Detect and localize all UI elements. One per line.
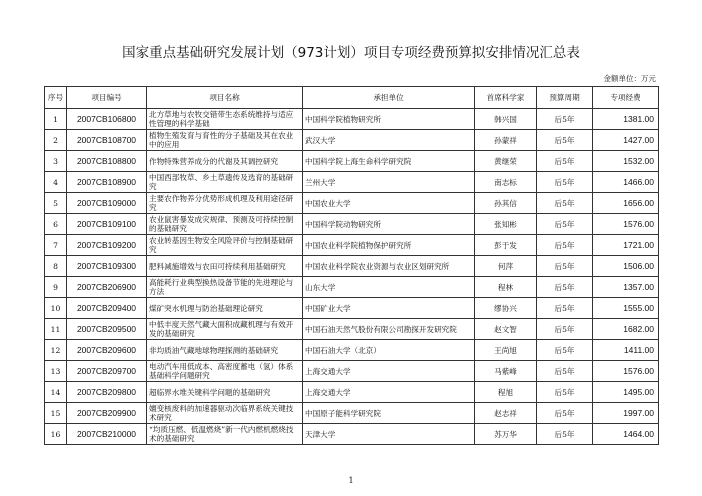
budget-amount: 1721.00	[593, 235, 659, 256]
row-index: 11	[45, 319, 67, 340]
budget-amount: 1495.00	[593, 382, 659, 403]
project-code: 2007CB210000	[67, 424, 147, 445]
project-name: “均质压燃、低温燃烧”新一代内燃机燃烧技术的基础研究	[147, 424, 303, 445]
institution: 中国科学院上海生命科学研究院	[303, 151, 475, 172]
budget-amount: 1576.00	[593, 361, 659, 382]
row-index: 12	[45, 340, 67, 361]
table-row	[45, 235, 659, 256]
project-name: 煤矿突水机理与防治基础理论研究	[147, 298, 303, 319]
table-row	[45, 109, 659, 130]
budget-table	[44, 86, 659, 445]
chief-scientist: 赵志祥	[475, 403, 537, 424]
project-code: 2007CB108900	[67, 172, 147, 193]
budget-amount: 1997.00	[593, 403, 659, 424]
table-row	[45, 403, 659, 424]
budget-period: 后5年	[537, 403, 593, 424]
institution: 中国石油大学（北京）	[303, 340, 475, 361]
project-name: 植物生殖发育与育性的分子基础及其在农业中的应用	[147, 130, 303, 151]
budget-period: 后5年	[537, 298, 593, 319]
project-name: 中低丰度天然气藏大面积成藏机理与有效开发的基础研究	[147, 319, 303, 340]
row-index: 6	[45, 214, 67, 235]
chief-scientist: 缪协兴	[475, 298, 537, 319]
table-row	[45, 298, 659, 319]
chief-scientist: 彭于发	[475, 235, 537, 256]
institution: 天津大学	[303, 424, 475, 445]
project-name: 农业鼠害暴发成灾规律、预测及可持续控制的基础研究	[147, 214, 303, 235]
table-row	[45, 172, 659, 193]
chief-scientist: 黄继荣	[475, 151, 537, 172]
budget-amount: 1532.00	[593, 151, 659, 172]
table-row	[45, 340, 659, 361]
institution: 中国矿业大学	[303, 298, 475, 319]
project-code: 2007CB209400	[67, 298, 147, 319]
budget-amount: 1506.00	[593, 256, 659, 277]
table-header-row	[45, 87, 659, 109]
project-name: 肥料减施增效与农田可持续利用基础研究	[147, 256, 303, 277]
chief-scientist: 孙蒙祥	[475, 130, 537, 151]
table-row	[45, 277, 659, 298]
row-index: 3	[45, 151, 67, 172]
header-index: 序号	[45, 87, 67, 109]
project-name: 非均质油气藏地球物理探测的基础研究	[147, 340, 303, 361]
institution: 兰州大学	[303, 172, 475, 193]
budget-period: 后5年	[537, 256, 593, 277]
project-name: 主要农作物养分优势形成机理及利用途径研究	[147, 193, 303, 214]
row-index: 7	[45, 235, 67, 256]
project-code: 2007CB209600	[67, 340, 147, 361]
budget-amount: 1357.00	[593, 277, 659, 298]
budget-period: 后5年	[537, 193, 593, 214]
project-code: 2007CB209900	[67, 403, 147, 424]
budget-period: 后5年	[537, 214, 593, 235]
project-code: 2007CB108800	[67, 151, 147, 172]
table-row	[45, 361, 659, 382]
budget-amount: 1682.00	[593, 319, 659, 340]
project-code: 2007CB109000	[67, 193, 147, 214]
table-row	[45, 193, 659, 214]
institution: 中国科学院植物研究所	[303, 109, 475, 130]
page-number: 1	[348, 476, 354, 485]
budget-amount: 1576.00	[593, 214, 659, 235]
project-name: 农业转基因生物安全风险评价与控制基础研究	[147, 235, 303, 256]
table-row	[45, 319, 659, 340]
budget-period: 后5年	[537, 109, 593, 130]
institution: 中国农业科学院农业资源与农业区划研究所	[303, 256, 475, 277]
chief-scientist: 韩兴国	[475, 109, 537, 130]
institution: 中国农业大学	[303, 193, 475, 214]
row-index: 9	[45, 277, 67, 298]
chief-scientist: 张知彬	[475, 214, 537, 235]
header-period: 预算周期	[537, 87, 593, 109]
budget-period: 后5年	[537, 424, 593, 445]
row-index: 10	[45, 298, 67, 319]
table-body	[45, 109, 659, 445]
row-index: 16	[45, 424, 67, 445]
project-code: 2007CB209800	[67, 382, 147, 403]
row-index: 5	[45, 193, 67, 214]
project-code: 2007CB109200	[67, 235, 147, 256]
project-name: 电动汽车用低成本、高密度蓄电（氢）体系基础科学问题研究	[147, 361, 303, 382]
budget-amount: 1381.00	[593, 109, 659, 130]
document-title: 国家重点基础研究发展计划（973计划）项目专项经费预算拟安排情况汇总表	[122, 45, 580, 61]
header-scientist: 首席科学家	[475, 87, 537, 109]
budget-amount: 1427.00	[593, 130, 659, 151]
budget-period: 后5年	[537, 361, 593, 382]
table-row	[45, 256, 659, 277]
chief-scientist: 孙其信	[475, 193, 537, 214]
table-row	[45, 151, 659, 172]
chief-scientist: 南志标	[475, 172, 537, 193]
institution: 中国科学院动物研究所	[303, 214, 475, 235]
header-amount: 专项经费	[593, 87, 659, 109]
project-code: 2007CB206900	[67, 277, 147, 298]
chief-scientist: 王尚旭	[475, 340, 537, 361]
project-code: 2007CB108700	[67, 130, 147, 151]
unit-note: 金额单位：万元	[603, 74, 656, 83]
project-name: 高能耗行业典型换热设备节能的先进理论与方法	[147, 277, 303, 298]
header-name: 项目名称	[147, 87, 303, 109]
table-row	[45, 424, 659, 445]
project-name: 中国西部牧草、乡土草遗传及选育的基础研究	[147, 172, 303, 193]
table-row	[45, 382, 659, 403]
institution: 山东大学	[303, 277, 475, 298]
budget-period: 后5年	[537, 130, 593, 151]
row-index: 4	[45, 172, 67, 193]
chief-scientist: 苏万华	[475, 424, 537, 445]
budget-amount: 1555.00	[593, 298, 659, 319]
budget-amount: 1464.00	[593, 424, 659, 445]
table-row	[45, 214, 659, 235]
institution: 中国石油天然气股份有限公司勘探开发研究院	[303, 319, 475, 340]
budget-amount: 1466.00	[593, 172, 659, 193]
chief-scientist: 程旭	[475, 382, 537, 403]
header-code: 项目编号	[67, 87, 147, 109]
row-index: 15	[45, 403, 67, 424]
project-code: 2007CB109100	[67, 214, 147, 235]
project-name: 嬗变核废料的加速器驱动次临界系统关键技术研究	[147, 403, 303, 424]
budget-period: 后5年	[537, 172, 593, 193]
project-code: 2007CB109300	[67, 256, 147, 277]
institution: 上海交通大学	[303, 382, 475, 403]
project-code: 2007CB209500	[67, 319, 147, 340]
row-index: 14	[45, 382, 67, 403]
chief-scientist: 程林	[475, 277, 537, 298]
row-index: 13	[45, 361, 67, 382]
chief-scientist: 马紫峰	[475, 361, 537, 382]
budget-period: 后5年	[537, 235, 593, 256]
row-index: 1	[45, 109, 67, 130]
budget-period: 后5年	[537, 340, 593, 361]
budget-amount: 1411.00	[593, 340, 659, 361]
row-index: 2	[45, 130, 67, 151]
project-code: 2007CB106800	[67, 109, 147, 130]
project-name: 超临界水堆关键科学问题的基础研究	[147, 382, 303, 403]
table-row	[45, 130, 659, 151]
project-code: 2007CB209700	[67, 361, 147, 382]
budget-period: 后5年	[537, 319, 593, 340]
row-index: 8	[45, 256, 67, 277]
institution: 上海交通大学	[303, 361, 475, 382]
chief-scientist: 赵文智	[475, 319, 537, 340]
project-name: 北方草地与农牧交错带生态系统维持与适应性管理的科学基础	[147, 109, 303, 130]
header-unit: 承担单位	[303, 87, 475, 109]
project-name: 作物特殊营养成分的代谢及其调控研究	[147, 151, 303, 172]
budget-amount: 1656.00	[593, 193, 659, 214]
chief-scientist: 何萍	[475, 256, 537, 277]
budget-period: 后5年	[537, 277, 593, 298]
institution: 武汉大学	[303, 130, 475, 151]
budget-period: 后5年	[537, 151, 593, 172]
budget-period: 后5年	[537, 382, 593, 403]
institution: 中国农业科学院植物保护研究所	[303, 235, 475, 256]
institution: 中国原子能科学研究院	[303, 403, 475, 424]
